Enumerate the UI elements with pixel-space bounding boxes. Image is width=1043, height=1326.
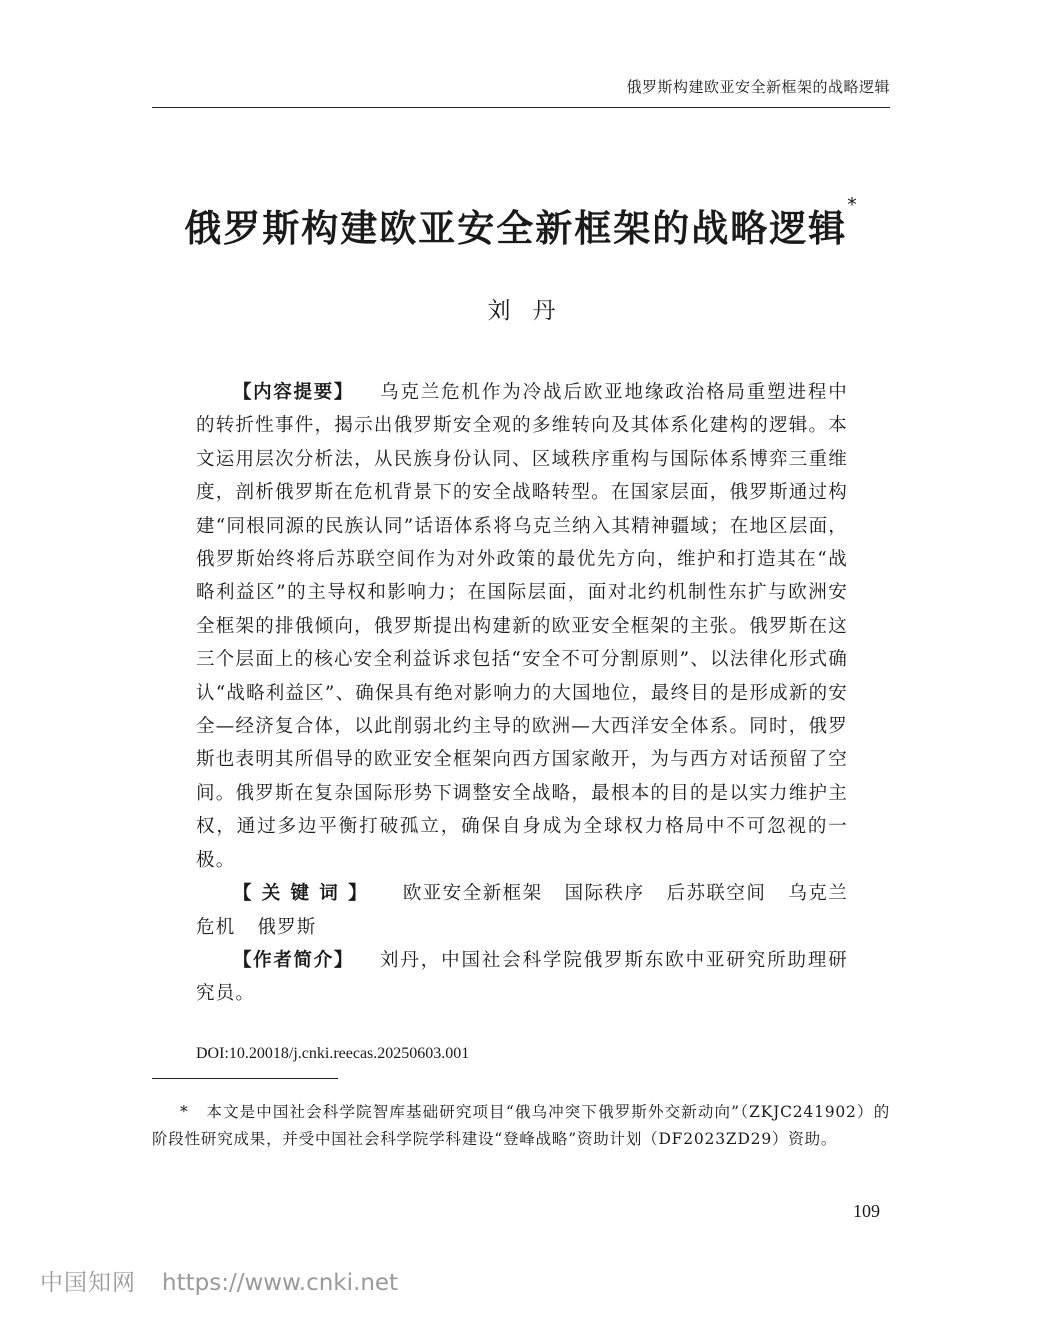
author-name: 刘丹 bbox=[487, 298, 578, 324]
keyword: 后苏联空间 bbox=[666, 883, 767, 905]
abstract-block bbox=[196, 376, 848, 1011]
watermark-url[interactable]: https://www.cnki.net bbox=[162, 1270, 399, 1296]
article-title-text: 俄罗斯构建欧亚安全新框架的战略逻辑 bbox=[184, 207, 848, 250]
watermark bbox=[40, 1264, 398, 1297]
watermark-site-name: 中国知网 bbox=[40, 1270, 136, 1296]
footnote bbox=[152, 1099, 890, 1153]
abstract-text: 乌克兰危机作为冷战后欧亚地缘政治格局重塑进程中的转折性事件，揭示出俄罗斯安全观的多维转向及其体系化建构的逻辑。本文运用层次分析法，从民族身份认同、区域秩序重构与国际体系博弈三重维度，剖析俄罗斯在危机背景下的安全战略转型。在国家层面，俄罗斯通过构建“同根同源的民族认同”话语体系将乌克兰纳入其精神疆域；在地区层面，俄罗斯始终将后苏联空间作为对外政策的最优先方向，维护和打造其在“战略利益区”的主导权和影响力；在国际层面，面对北约机制性东扩与欧洲安全框架的排俄倾向，俄罗斯提出构建新的欧亚安全框架的主张。俄罗斯在这三个层面上的核心安全利益诉求包括“安全不可分割原则”、以法律化形式确认“战略利益区”、确保具有绝对影响力的大国地位，最终目的是形成新的安全—经济复合体，以此削弱北约主导的欧洲—大西洋安全体系。同时，俄罗斯也表明其所倡导的欧亚安全框架向西方国家敞开，为与西方对话预留了空间。俄罗斯在复杂国际形势下调整安全战略，最根本的目的是以实力维护主权，通过多边平衡打破孤立，确保自身成为全球权力格局中不可忽视的一极。 bbox=[196, 382, 848, 871]
abstract bbox=[196, 376, 848, 877]
keyword: 国际秩序 bbox=[564, 883, 645, 905]
author-bio-label: 【作者简介】 bbox=[233, 949, 355, 971]
keyword: 乌克兰危机 bbox=[196, 883, 848, 938]
author-bio-text: 刘丹，中国社会科学院俄罗斯东欧中亚研究所助理研究员。 bbox=[196, 949, 848, 1005]
running-header: 俄罗斯构建欧亚安全新框架的战略逻辑 bbox=[626, 78, 890, 96]
abstract-label: 【内容提要】 bbox=[233, 382, 355, 403]
footnote-text: 本文是中国社会科学院智库基础研究项目“俄乌冲突下俄罗斯外交新动向”（ZKJC241902）的阶段性研究成果，并受中国社会科学院学科建设“登峰战略”资助计划（DF2023ZD29）资助。 bbox=[152, 1103, 890, 1148]
title-footnote-mark[interactable]: * bbox=[847, 194, 859, 216]
header-rule bbox=[152, 107, 890, 108]
keywords-label: 【关键词】 bbox=[233, 883, 377, 905]
doi[interactable]: DOI:10.20018/j.cnki.reecas.20250603.001 bbox=[196, 1045, 470, 1062]
keywords bbox=[196, 877, 848, 944]
page-number: 109 bbox=[853, 1201, 880, 1221]
keyword: 俄罗斯 bbox=[257, 916, 317, 938]
footnote-rule bbox=[152, 1078, 338, 1079]
article-title bbox=[100, 194, 943, 252]
author-bio bbox=[196, 944, 848, 1011]
footnote-mark: * bbox=[180, 1103, 189, 1121]
keyword: 欧亚安全新框架 bbox=[402, 883, 543, 905]
